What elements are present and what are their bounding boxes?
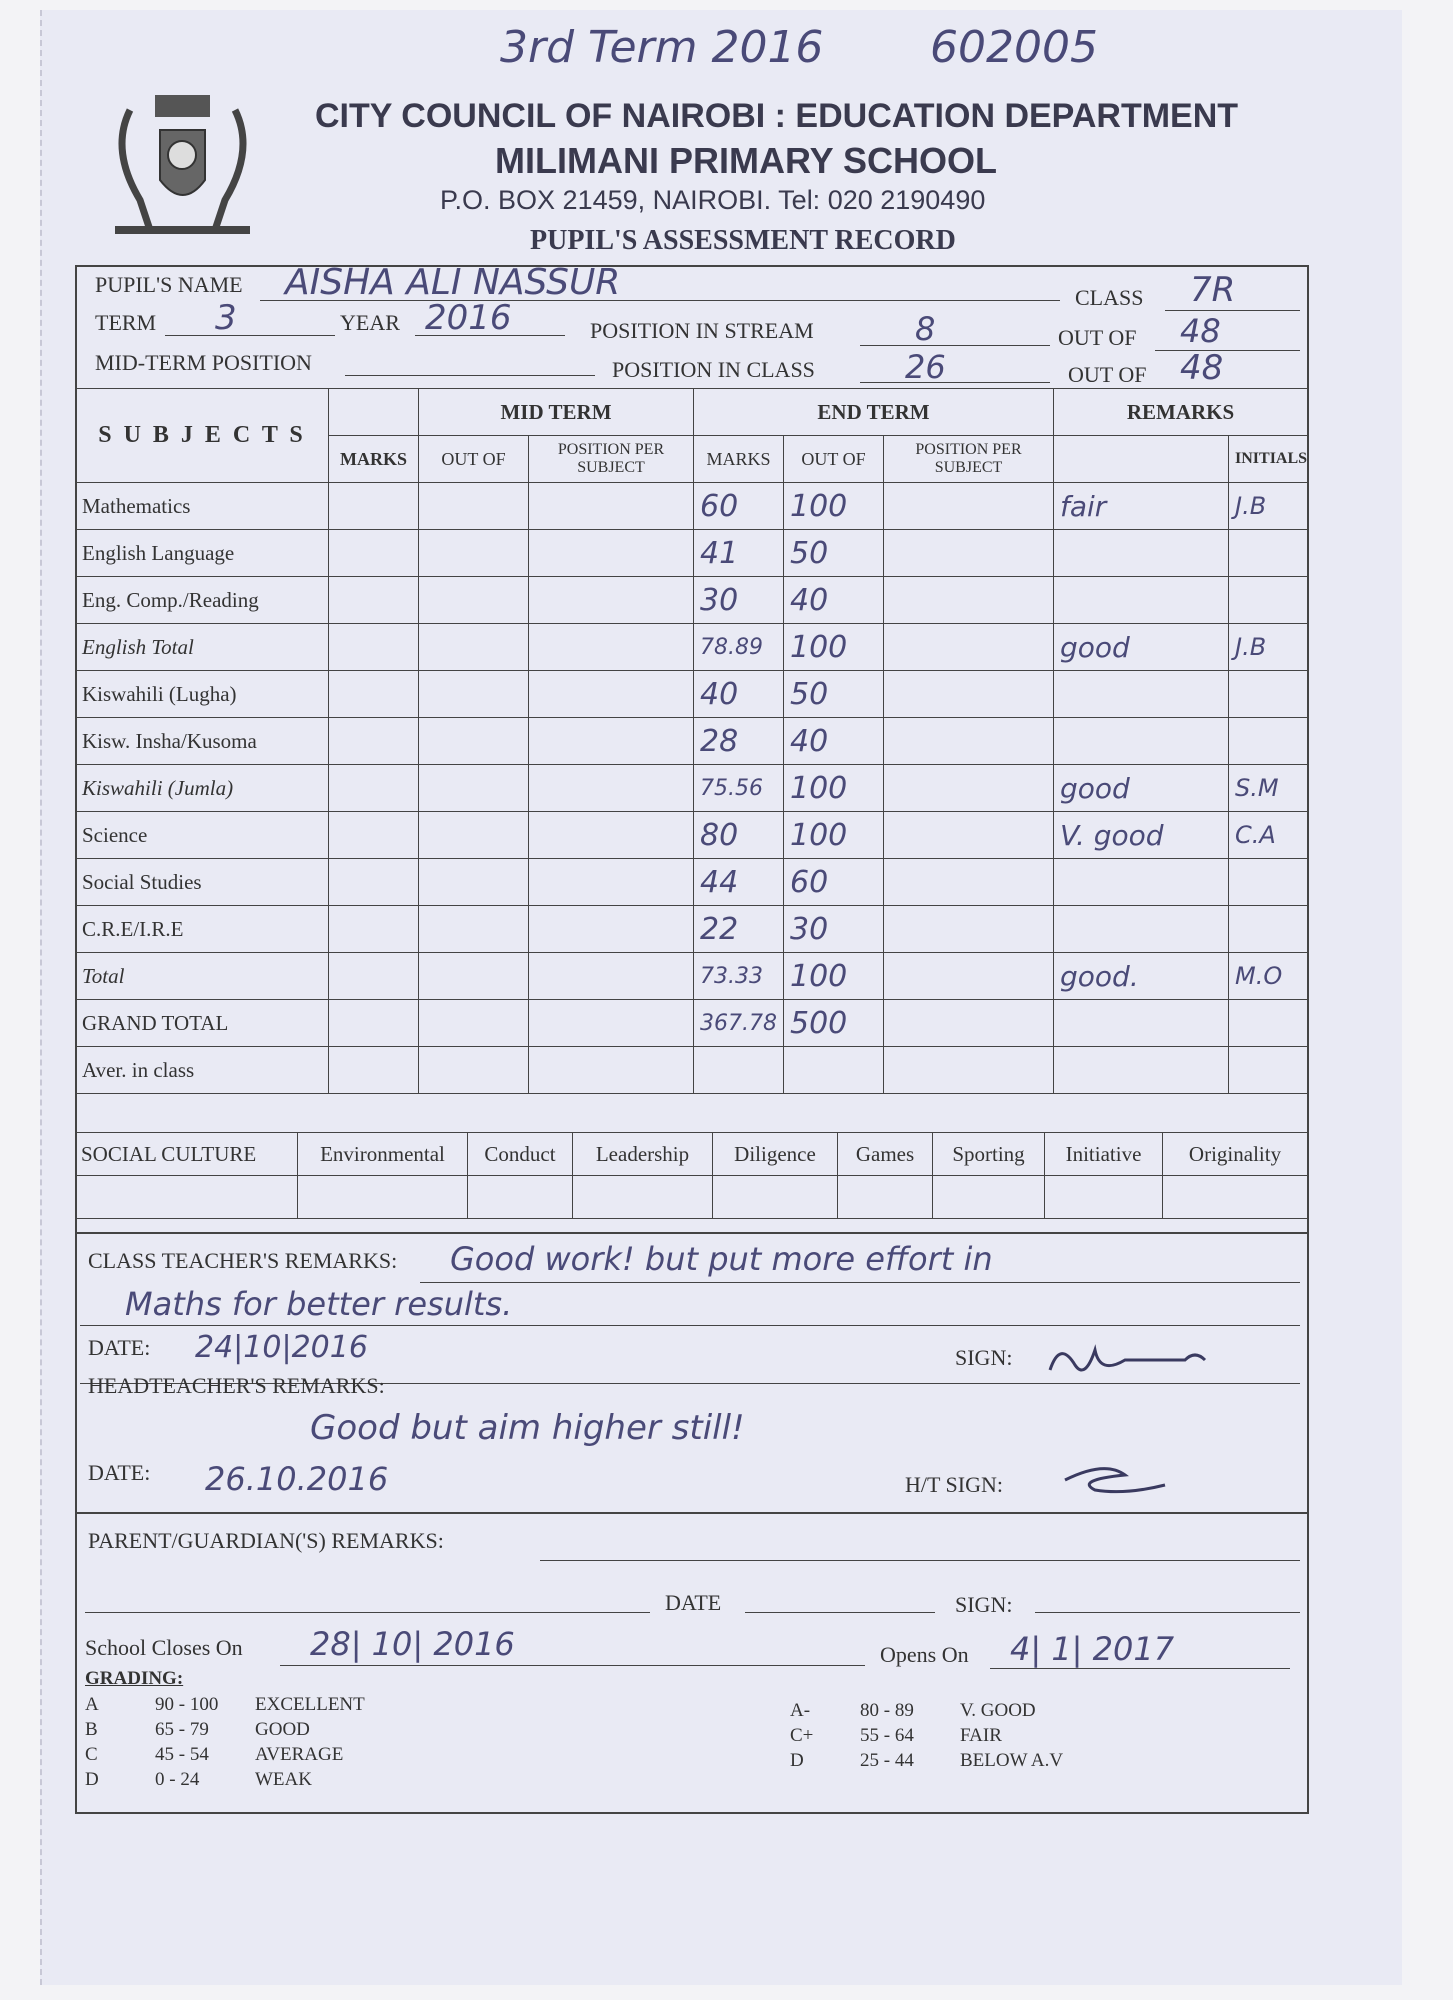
end-out-of-cell: 100 bbox=[784, 765, 884, 812]
end-position-cell bbox=[884, 624, 1054, 671]
mid-term-header: MID TERM bbox=[419, 389, 694, 436]
social-culture-cell bbox=[76, 1176, 298, 1219]
end-position-cell bbox=[884, 906, 1054, 953]
school-address: P.O. BOX 21459, NAIROBI. Tel: 020 2190490 bbox=[440, 185, 986, 215]
mid-out-of-cell bbox=[419, 859, 529, 906]
end-position-cell bbox=[884, 953, 1054, 1000]
mid-out-of-cell bbox=[419, 577, 529, 624]
end-position-cell bbox=[884, 577, 1054, 624]
mid-out-of-cell bbox=[419, 953, 529, 1000]
remark-cell bbox=[1054, 906, 1229, 953]
mid-out-of-cell bbox=[419, 906, 529, 953]
class-teacher-date-label: DATE: bbox=[88, 1335, 151, 1360]
remark-cell: V. good bbox=[1054, 812, 1229, 859]
remark-cell bbox=[1054, 577, 1229, 624]
social-culture-cell bbox=[713, 1176, 838, 1219]
out-of-class-label: OUT OF bbox=[1068, 362, 1147, 387]
term-value: 3 bbox=[215, 298, 237, 338]
end-position-cell bbox=[884, 859, 1054, 906]
mid-out-of-cell bbox=[419, 765, 529, 812]
grading-row bbox=[790, 1723, 1063, 1748]
initials-cell bbox=[1229, 530, 1308, 577]
grade-letter: A- bbox=[790, 1700, 811, 1721]
term-label: TERM bbox=[95, 310, 157, 335]
end-out-of-cell: 40 bbox=[784, 718, 884, 765]
end-position-cell bbox=[884, 1000, 1054, 1047]
social-culture-cell bbox=[468, 1176, 573, 1219]
social-culture-cell bbox=[1163, 1176, 1308, 1219]
school-closes-date: 28| 10| 2016 bbox=[310, 1625, 515, 1663]
grade-letter: B bbox=[85, 1719, 98, 1740]
end-out-of-cell: 100 bbox=[784, 953, 884, 1000]
mid-position-cell bbox=[529, 1047, 694, 1094]
end-out-of-cell: 50 bbox=[784, 530, 884, 577]
subject-name: English Language bbox=[76, 530, 329, 577]
remark-cell: good bbox=[1054, 765, 1229, 812]
remark-cell bbox=[1054, 718, 1229, 765]
mid-marks-cell bbox=[329, 483, 419, 530]
mid-marks-cell bbox=[329, 953, 419, 1000]
grading-left-list bbox=[85, 1692, 365, 1792]
headteacher-signature-icon bbox=[1055, 1460, 1175, 1500]
social-culture-header: Diligence bbox=[713, 1133, 838, 1176]
grade-letter: A bbox=[85, 1694, 99, 1715]
mid-out-of-cell bbox=[419, 624, 529, 671]
subject-name: Aver. in class bbox=[76, 1047, 329, 1094]
grade-letter: D bbox=[85, 1769, 99, 1790]
mid-position-cell bbox=[529, 530, 694, 577]
initials-cell: J.B bbox=[1229, 483, 1308, 530]
opens-on-date: 4| 1| 2017 bbox=[1010, 1630, 1175, 1668]
subject-name: Eng. Comp./Reading bbox=[76, 577, 329, 624]
subject-name: Kiswahili (Jumla) bbox=[76, 765, 329, 812]
school-closes-label: School Closes On bbox=[85, 1635, 243, 1660]
subject-name: Total bbox=[76, 953, 329, 1000]
grade-description: FAIR bbox=[960, 1725, 1002, 1746]
midterm-position-label: MID-TERM POSITION bbox=[95, 350, 312, 375]
mid-marks-cell bbox=[329, 624, 419, 671]
initials-cell bbox=[1229, 577, 1308, 624]
position-in-class-value: 26 bbox=[905, 348, 946, 386]
end-marks-header: MARKS bbox=[694, 436, 784, 483]
table-row bbox=[76, 718, 1308, 765]
remark-cell bbox=[1054, 1047, 1229, 1094]
end-marks-cell: 75.56 bbox=[694, 765, 784, 812]
end-position-cell bbox=[884, 718, 1054, 765]
social-culture-table bbox=[75, 1132, 1308, 1219]
table-row bbox=[76, 577, 1308, 624]
out-of-class-value: 48 bbox=[1180, 348, 1224, 388]
headteacher-remarks-label: HEADTEACHER'S REMARKS: bbox=[88, 1373, 385, 1398]
class-teacher-signature-icon bbox=[1045, 1340, 1225, 1380]
mid-marks-cell bbox=[329, 530, 419, 577]
class-teacher-date: 24|10|2016 bbox=[195, 1330, 368, 1365]
grade-range: 90 - 100 bbox=[155, 1694, 219, 1715]
end-position-cell bbox=[884, 1047, 1054, 1094]
social-culture-cell bbox=[933, 1176, 1045, 1219]
grade-range: 55 - 64 bbox=[860, 1725, 914, 1746]
end-marks-cell: 22 bbox=[694, 906, 784, 953]
social-culture-header: Games bbox=[838, 1133, 933, 1176]
grade-description: GOOD bbox=[255, 1719, 310, 1740]
pupil-name-label: PUPIL'S NAME bbox=[95, 272, 243, 297]
end-marks-cell: 80 bbox=[694, 812, 784, 859]
social-culture-header: Conduct bbox=[468, 1133, 573, 1176]
mid-marks-cell bbox=[329, 1000, 419, 1047]
remark-cell: good. bbox=[1054, 953, 1229, 1000]
subject-name: Science bbox=[76, 812, 329, 859]
mid-marks-cell bbox=[329, 765, 419, 812]
initials-cell bbox=[1229, 1000, 1308, 1047]
social-culture-cell bbox=[1045, 1176, 1163, 1219]
social-culture-header: Initiative bbox=[1045, 1133, 1163, 1176]
class-teacher-remark-line2: Maths for better results. bbox=[125, 1285, 513, 1323]
end-out-of-cell: 100 bbox=[784, 812, 884, 859]
grade-description: AVERAGE bbox=[255, 1744, 344, 1765]
table-row bbox=[76, 624, 1308, 671]
grading-right-list bbox=[790, 1698, 1063, 1773]
opens-on-label: Opens On bbox=[880, 1642, 969, 1667]
grade-description: EXCELLENT bbox=[255, 1694, 365, 1715]
grade-letter: C+ bbox=[790, 1725, 814, 1746]
initials-header: INITIALS bbox=[1229, 436, 1308, 483]
mid-out-of-cell bbox=[419, 1047, 529, 1094]
initials-cell bbox=[1229, 906, 1308, 953]
end-out-of-cell: 100 bbox=[784, 483, 884, 530]
end-marks-cell: 41 bbox=[694, 530, 784, 577]
record-title: PUPIL'S ASSESSMENT RECORD bbox=[530, 225, 956, 256]
grade-range: 25 - 44 bbox=[860, 1750, 914, 1771]
grade-description: BELOW A.V bbox=[960, 1750, 1064, 1771]
end-out-of-cell: 40 bbox=[784, 577, 884, 624]
remark-cell bbox=[1054, 859, 1229, 906]
mid-position-cell bbox=[529, 624, 694, 671]
initials-cell bbox=[1229, 671, 1308, 718]
grade-range: 45 - 54 bbox=[155, 1744, 209, 1765]
parent-remarks-label: PARENT/GUARDIAN('S) REMARKS: bbox=[88, 1528, 444, 1553]
social-culture-cell bbox=[838, 1176, 933, 1219]
headteacher-date-label: DATE: bbox=[88, 1460, 151, 1485]
initials-cell: M.O bbox=[1229, 953, 1308, 1000]
table-row bbox=[76, 859, 1308, 906]
class-value: 7R bbox=[1190, 270, 1236, 310]
grading-row bbox=[790, 1748, 1063, 1773]
mid-position-cell bbox=[529, 953, 694, 1000]
subjects-header: S U B J E C T S bbox=[76, 389, 329, 483]
subject-name: Social Studies bbox=[76, 859, 329, 906]
mid-marks-cell bbox=[329, 577, 419, 624]
mid-position-cell bbox=[529, 577, 694, 624]
mid-marks-cell bbox=[329, 671, 419, 718]
mid-position-cell bbox=[529, 812, 694, 859]
mid-out-of-header: OUT OF bbox=[419, 436, 529, 483]
end-marks-cell: 367.78 bbox=[694, 1000, 784, 1047]
initials-cell bbox=[1229, 1047, 1308, 1094]
social-culture-header: SOCIAL CULTURE bbox=[76, 1133, 298, 1176]
end-position-cell bbox=[884, 483, 1054, 530]
class-label: CLASS bbox=[1075, 285, 1144, 310]
grade-letter: D bbox=[790, 1750, 804, 1771]
parent-sign-label: SIGN: bbox=[955, 1592, 1013, 1617]
end-marks-cell bbox=[694, 1047, 784, 1094]
end-position-header: POSITION PER SUBJECT bbox=[884, 436, 1054, 483]
mid-position-cell bbox=[529, 718, 694, 765]
subject-name: GRAND TOTAL bbox=[76, 1000, 329, 1047]
grading-row bbox=[85, 1767, 365, 1792]
subject-name: Kisw. Insha/Kusoma bbox=[76, 718, 329, 765]
grade-description: V. GOOD bbox=[960, 1700, 1036, 1721]
mid-position-cell bbox=[529, 765, 694, 812]
class-teacher-remarks-label: CLASS TEACHER'S REMARKS: bbox=[88, 1248, 398, 1273]
social-culture-header: Originality bbox=[1163, 1133, 1308, 1176]
pupil-name-value: AISHA ALI NASSUR bbox=[285, 262, 621, 303]
mid-marks-cell bbox=[329, 906, 419, 953]
subject-name: C.R.E/I.R.E bbox=[76, 906, 329, 953]
mid-position-cell bbox=[529, 859, 694, 906]
parent-date-label: DATE bbox=[665, 1590, 722, 1615]
end-position-cell bbox=[884, 671, 1054, 718]
grade-description: WEAK bbox=[255, 1769, 312, 1790]
end-marks-cell: 73.33 bbox=[694, 953, 784, 1000]
remark-cell: good bbox=[1054, 624, 1229, 671]
remark-cell: fair bbox=[1054, 483, 1229, 530]
out-of-stream-label: OUT OF bbox=[1058, 325, 1137, 350]
city-crest-icon bbox=[100, 70, 265, 245]
table-row bbox=[76, 953, 1308, 1000]
initials-cell: J.B bbox=[1229, 624, 1308, 671]
subject-name: English Total bbox=[76, 624, 329, 671]
table-row bbox=[76, 812, 1308, 859]
end-marks-cell: 28 bbox=[694, 718, 784, 765]
mid-marks-header: MARKS bbox=[329, 436, 419, 483]
end-out-of-cell: 60 bbox=[784, 859, 884, 906]
end-out-of-cell bbox=[784, 1047, 884, 1094]
mid-out-of-cell bbox=[419, 483, 529, 530]
remark-cell bbox=[1054, 530, 1229, 577]
handwritten-term-note: 3rd Term 2016 bbox=[500, 22, 824, 73]
end-term-header: END TERM bbox=[694, 389, 1054, 436]
grading-row bbox=[790, 1698, 1063, 1723]
handwritten-code-note: 602005 bbox=[930, 22, 1098, 73]
mid-out-of-cell bbox=[419, 718, 529, 765]
end-out-of-cell: 500 bbox=[784, 1000, 884, 1047]
remark-cell bbox=[1054, 671, 1229, 718]
grade-range: 65 - 79 bbox=[155, 1719, 209, 1740]
mid-position-cell bbox=[529, 906, 694, 953]
mid-position-header: POSITION PER SUBJECT bbox=[529, 436, 694, 483]
end-position-cell bbox=[884, 530, 1054, 577]
headteacher-date: 26.10.2016 bbox=[205, 1460, 389, 1498]
grade-letter: C bbox=[85, 1744, 98, 1765]
end-position-cell bbox=[884, 765, 1054, 812]
mid-marks-cell bbox=[329, 1047, 419, 1094]
initials-cell: C.A bbox=[1229, 812, 1308, 859]
position-in-stream-value: 8 bbox=[915, 310, 936, 348]
mid-out-of-cell bbox=[419, 812, 529, 859]
mid-out-of-cell bbox=[419, 1000, 529, 1047]
end-out-of-cell: 100 bbox=[784, 624, 884, 671]
initials-cell bbox=[1229, 859, 1308, 906]
social-culture-header: Leadership bbox=[573, 1133, 713, 1176]
mid-out-of-cell bbox=[419, 530, 529, 577]
class-teacher-remark-line1: Good work! but put more effort in bbox=[450, 1240, 993, 1278]
end-out-of-header: OUT OF bbox=[784, 436, 884, 483]
school-name: MILIMANI PRIMARY SCHOOL bbox=[495, 140, 997, 181]
end-marks-cell: 40 bbox=[694, 671, 784, 718]
social-culture-header: Environmental bbox=[298, 1133, 468, 1176]
table-row bbox=[76, 483, 1308, 530]
headteacher-sign-label: H/T SIGN: bbox=[905, 1472, 1003, 1497]
mid-position-cell bbox=[529, 671, 694, 718]
mid-marks-cell bbox=[329, 859, 419, 906]
council-heading: CITY COUNCIL OF NAIROBI : EDUCATION DEPARTMENT bbox=[315, 97, 1239, 135]
position-in-class-label: POSITION IN CLASS bbox=[612, 357, 815, 382]
subjects-table bbox=[75, 388, 1308, 1094]
grading-row bbox=[85, 1717, 365, 1742]
out-of-stream-value: 48 bbox=[1180, 312, 1221, 350]
social-culture-cell bbox=[573, 1176, 713, 1219]
end-out-of-cell: 50 bbox=[784, 671, 884, 718]
end-marks-cell: 30 bbox=[694, 577, 784, 624]
year-label: YEAR bbox=[340, 310, 400, 335]
social-culture-cell bbox=[298, 1176, 468, 1219]
table-row bbox=[76, 1047, 1308, 1094]
mid-out-of-cell bbox=[419, 671, 529, 718]
year-value: 2016 bbox=[425, 298, 512, 338]
initials-cell: S.M bbox=[1229, 765, 1308, 812]
end-marks-cell: 78.89 bbox=[694, 624, 784, 671]
table-row bbox=[76, 671, 1308, 718]
social-culture-header: Sporting bbox=[933, 1133, 1045, 1176]
subject-name: Kiswahili (Lugha) bbox=[76, 671, 329, 718]
end-position-cell bbox=[884, 812, 1054, 859]
table-row bbox=[76, 906, 1308, 953]
initials-cell bbox=[1229, 718, 1308, 765]
table-row bbox=[76, 530, 1308, 577]
class-teacher-sign-label: SIGN: bbox=[955, 1345, 1013, 1370]
subject-name: Mathematics bbox=[76, 483, 329, 530]
remarks-header: REMARKS bbox=[1054, 389, 1308, 436]
table-row bbox=[76, 765, 1308, 812]
mid-marks-cell bbox=[329, 718, 419, 765]
grade-range: 80 - 89 bbox=[860, 1700, 914, 1721]
grade-range: 0 - 24 bbox=[155, 1769, 200, 1790]
table-row bbox=[76, 1000, 1308, 1047]
mid-marks-cell bbox=[329, 812, 419, 859]
grading-row bbox=[85, 1692, 365, 1717]
mid-position-cell bbox=[529, 1000, 694, 1047]
remark-cell bbox=[1054, 1000, 1229, 1047]
end-out-of-cell: 30 bbox=[784, 906, 884, 953]
position-in-stream-label: POSITION IN STREAM bbox=[590, 318, 814, 343]
headteacher-remark: Good but aim higher still! bbox=[310, 1408, 745, 1448]
end-marks-cell: 60 bbox=[694, 483, 784, 530]
grading-row bbox=[85, 1742, 365, 1767]
end-marks-cell: 44 bbox=[694, 859, 784, 906]
grading-label: GRADING: bbox=[85, 1668, 184, 1689]
mid-position-cell bbox=[529, 483, 694, 530]
